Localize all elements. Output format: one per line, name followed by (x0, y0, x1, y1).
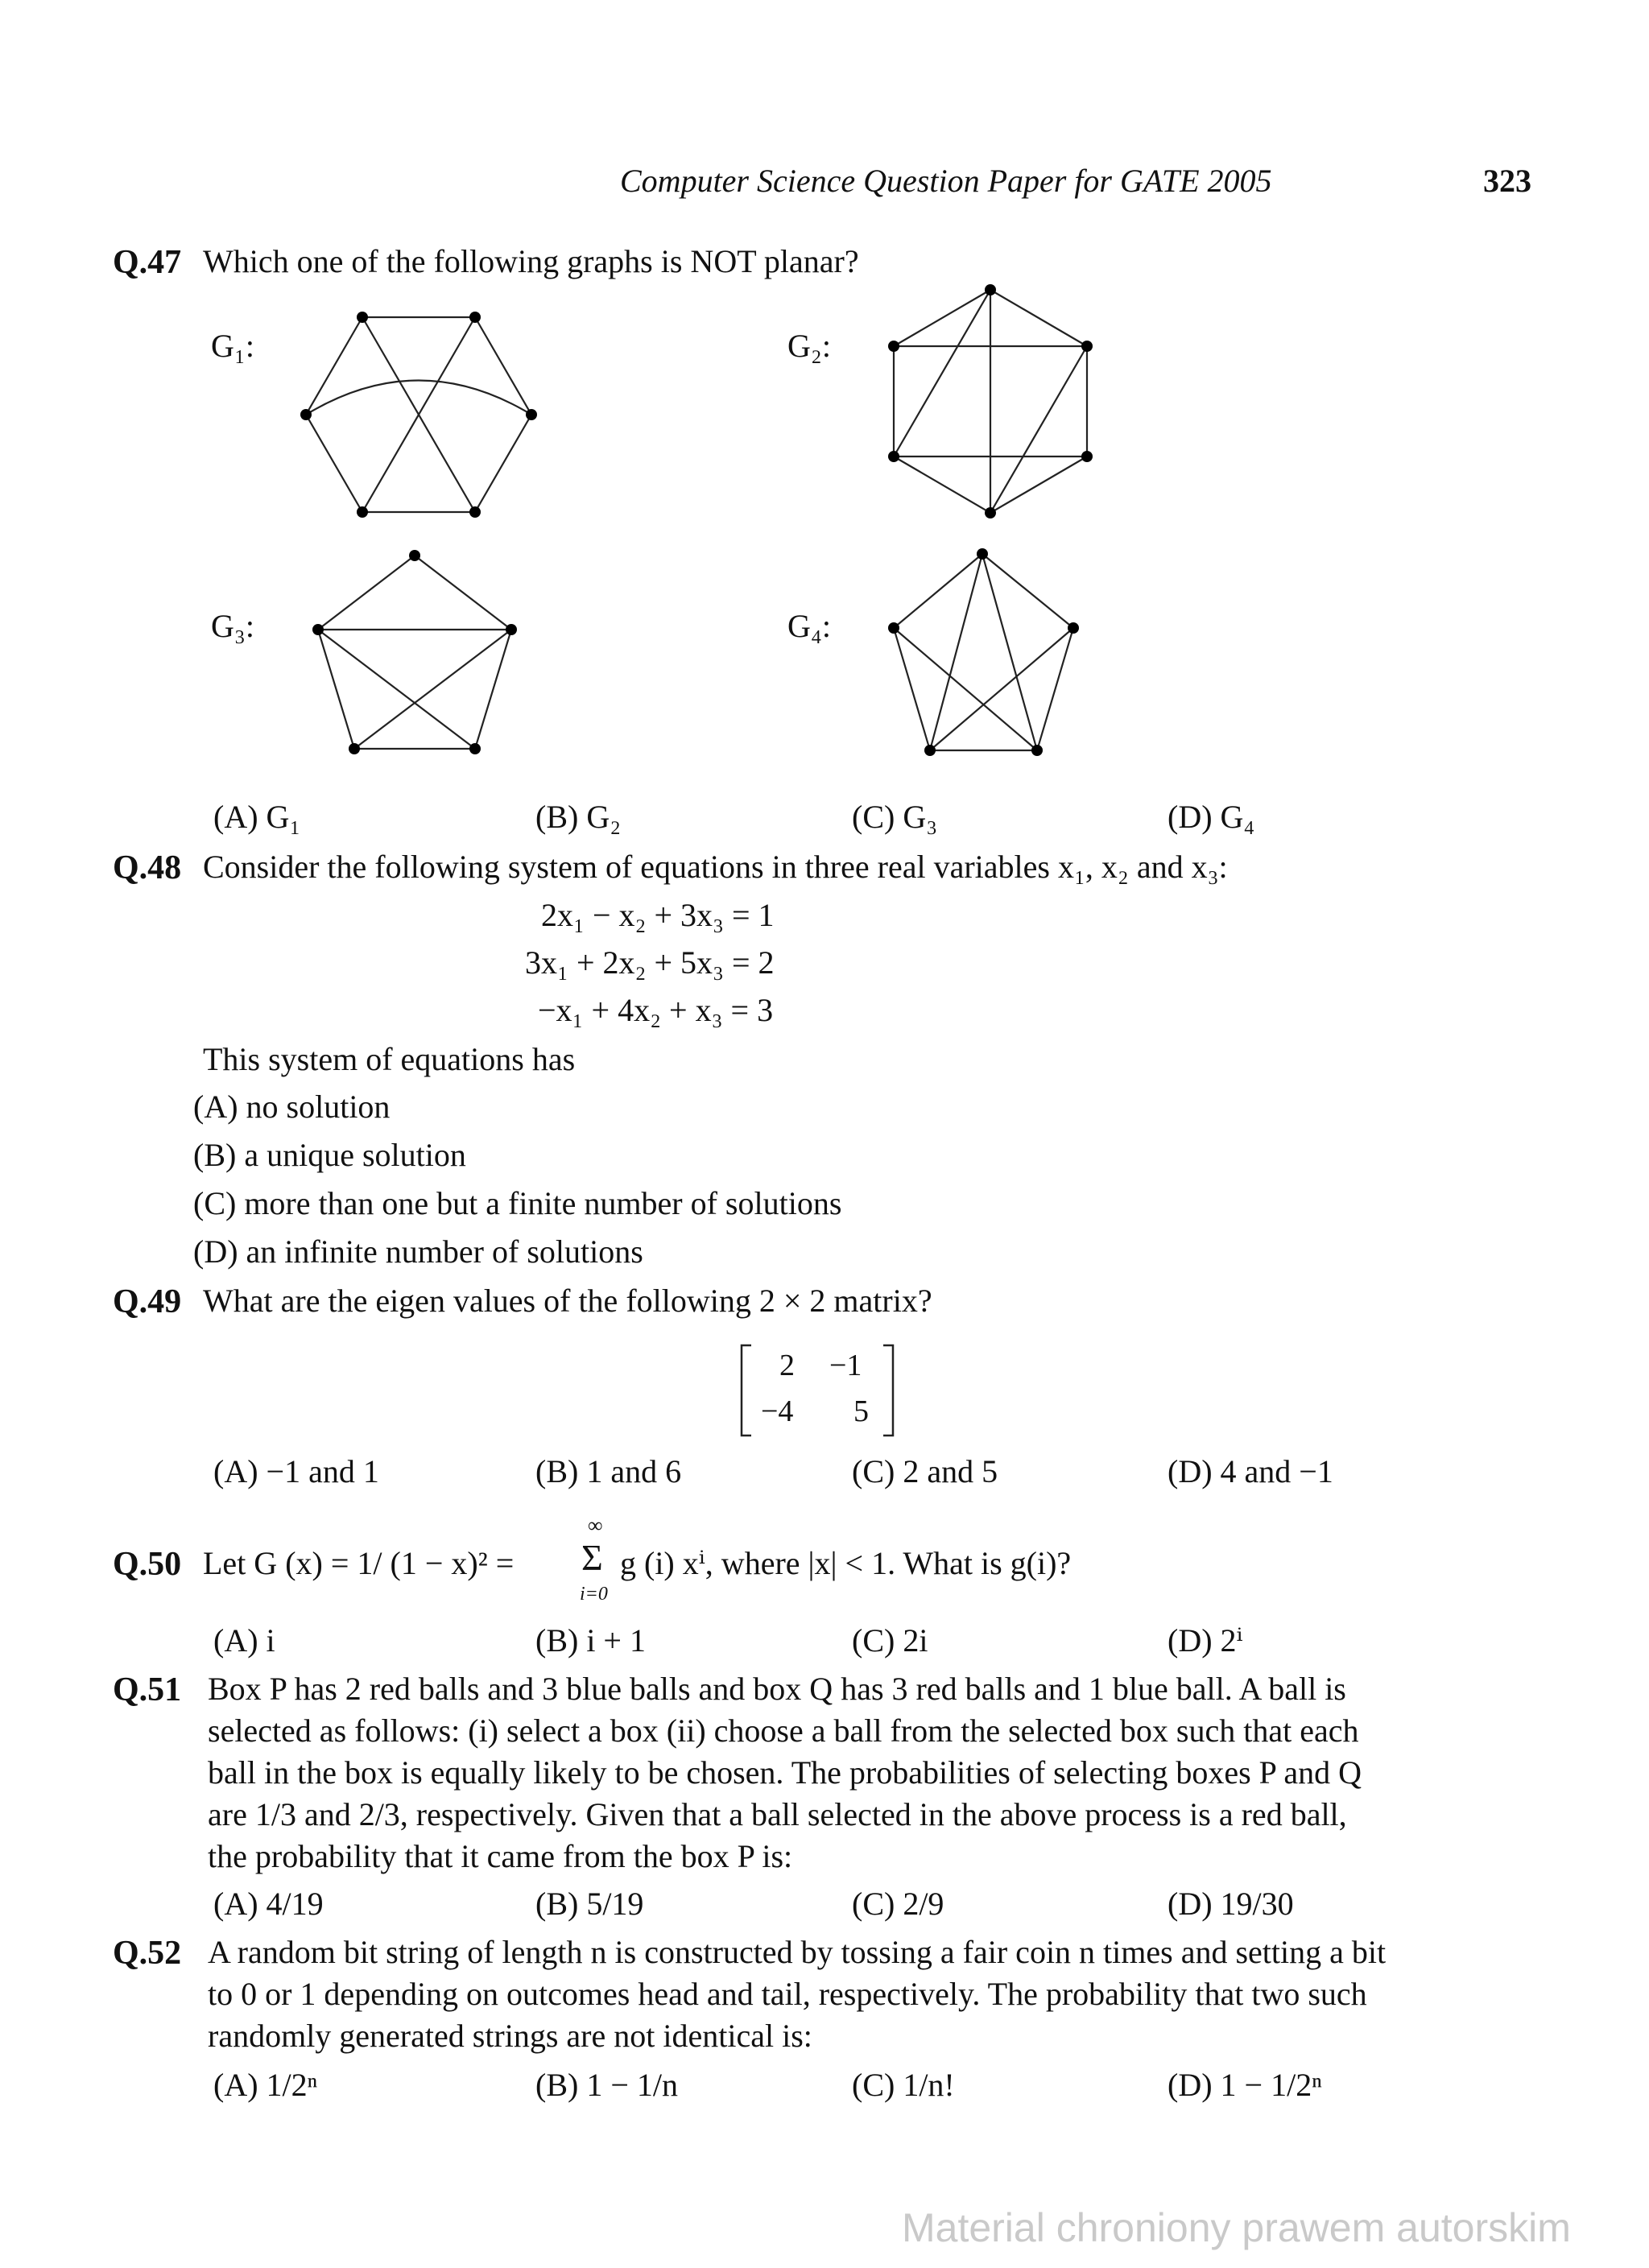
running-header-title: Computer Science Question Paper for GATE 2005 (620, 163, 1272, 199)
g1-vertex (526, 409, 537, 420)
graph-label-g4: G₄: (787, 608, 831, 644)
g4-edge (1037, 628, 1073, 750)
g2-edge (990, 346, 1087, 513)
g2-vertex (1081, 451, 1093, 462)
q51-option-b: (B) 5/19 (535, 1886, 644, 1922)
equation-2: 3x₁ + 2x₂ + 5x₃ = 2 (525, 944, 775, 981)
g4-edge (894, 554, 982, 628)
g2-vertex (1081, 341, 1093, 352)
q50-option-a: (A) i (213, 1622, 275, 1659)
question-number-51: Q.51 (113, 1671, 182, 1708)
q51-line-3: ball in the box is equally likely to be chosen. The probabilities of selecting boxes P and Q (208, 1754, 1362, 1791)
g2-vertex (888, 341, 899, 352)
q52-option-b: (B) 1 − 1/n (535, 2067, 678, 2103)
g3-edge (318, 630, 354, 749)
q47-option-b: (B) G₂ (535, 799, 622, 835)
g1-edge (306, 415, 362, 512)
g4-vertex (1031, 745, 1043, 756)
g2-edge (990, 290, 1087, 346)
matrix-cell-12: −1 (829, 1349, 862, 1382)
q50-option-b: (B) i + 1 (535, 1622, 646, 1659)
question-number-47: Q.47 (113, 244, 182, 281)
q49-option-d: (D) 4 and −1 (1168, 1453, 1333, 1489)
equation-1: 2x₁ − x₂ + 3x₃ = 1 (541, 897, 775, 933)
q50-option-c: (C) 2i (852, 1622, 928, 1659)
g3-edge (415, 556, 511, 630)
graph-label-g3: G₃: (211, 608, 254, 644)
g4-edge (982, 554, 1073, 628)
g1-edge-curve (306, 381, 531, 415)
q52-option-a: (A) 1/2ⁿ (213, 2067, 318, 2103)
g3-vertex (469, 743, 481, 754)
g1-vertex (357, 312, 368, 323)
q51-line-4: are 1/3 and 2/3, respectively. Given that a ball selected in the above process is a red ball, (208, 1796, 1347, 1832)
matrix-cell-21: −4 (761, 1394, 794, 1428)
graph-g1 (290, 298, 548, 531)
question-number-48: Q.48 (113, 849, 182, 886)
graph-label-g1: G₁: (211, 328, 254, 364)
q51-option-d: (D) 19/30 (1168, 1886, 1294, 1922)
page-number: 323 (1483, 163, 1531, 199)
g3-vertex (312, 624, 324, 635)
g1-vertex (469, 506, 481, 518)
g2-edge (894, 456, 990, 513)
left-bracket (742, 1345, 751, 1436)
g1-vertex (300, 409, 312, 420)
g2-edge (990, 456, 1087, 513)
g4-edge (894, 628, 1037, 750)
q49-option-c: (C) 2 and 5 (852, 1453, 998, 1489)
q51-line-1: Box P has 2 red balls and 3 blue balls and box Q has 3 red balls and 1 blue ball. A ball is (208, 1671, 1346, 1707)
summation-lower-limit: i=0 (580, 1584, 608, 1605)
q51-option-c: (C) 2/9 (852, 1886, 944, 1922)
question-number-49: Q.49 (113, 1283, 182, 1320)
q48-option-c: (C) more than one but a finite number of solutions (193, 1185, 842, 1221)
g2-vertex (985, 284, 996, 295)
question-text-48: Consider the following system of equations in three real variables x₁, x₂ and x₃: (203, 849, 1228, 885)
g3-edge (318, 556, 415, 630)
q49-option-a: (A) −1 and 1 (213, 1453, 379, 1489)
g3-edge (318, 630, 475, 749)
g3-vertex (409, 550, 420, 561)
question-text-47: Which one of the following graphs is NOT planar? (203, 243, 859, 279)
q47-option-a: (A) G₁ (213, 799, 301, 835)
right-bracket (883, 1345, 893, 1436)
g4-vertex (977, 548, 988, 560)
q51-option-a: (A) 4/19 (213, 1886, 324, 1922)
q48-lead: This system of equations has (203, 1041, 576, 1077)
graph-g3 (302, 539, 527, 765)
g3-vertex (506, 624, 517, 635)
graph-g4 (878, 539, 1103, 765)
g2-vertex (888, 451, 899, 462)
q52-line-1: A random bit string of length n is constructed by tossing a fair coin n times and setting a bit (208, 1934, 1387, 1970)
g1-vertex (357, 506, 368, 518)
matrix-cell-11: 2 (779, 1349, 795, 1382)
q51-line-2: selected as follows: (i) select a box (ii) choose a ball from the selected box such that each (208, 1712, 1359, 1749)
q50-text-prefix: Let G (x) = 1/ (1 − x)² = (203, 1545, 515, 1581)
q52-line-2: to 0 or 1 depending on outcomes head and tail, respectively. The probability that two such (208, 1976, 1367, 2012)
q52-option-c: (C) 1/n! (852, 2067, 955, 2103)
g4-vertex (888, 622, 899, 634)
g3-edge (354, 630, 511, 749)
q48-option-b: (B) a unique solution (193, 1137, 466, 1173)
g4-edge (930, 554, 982, 750)
summation-symbol: Σ (581, 1537, 603, 1578)
question-text-49: What are the eigen values of the following 2 × 2 matrix? (203, 1283, 932, 1319)
g3-edge (475, 630, 511, 749)
g2-edge (894, 290, 990, 456)
graph-label-g2: G₂: (787, 328, 831, 364)
summation-upper-limit: ∞ (588, 1514, 603, 1537)
q51-line-5: the probability that it came from the box P is: (208, 1838, 793, 1874)
q52-line-3: randomly generated strings are not identical is: (208, 2018, 812, 2054)
g4-edge (894, 628, 930, 750)
g1-vertex (469, 312, 481, 323)
q50-option-d: (D) 2ⁱ (1168, 1622, 1243, 1659)
q48-option-a: (A) no solution (193, 1089, 391, 1125)
question-number-50: Q.50 (113, 1546, 182, 1583)
q49-option-b: (B) 1 and 6 (535, 1453, 682, 1489)
g3-vertex (349, 743, 360, 754)
q52-option-d: (D) 1 − 1/2ⁿ (1168, 2067, 1322, 2103)
g4-edge (982, 554, 1037, 750)
equation-3: −x₁ + 4x₂ + x₃ = 3 (538, 992, 774, 1028)
question-number-52: Q.52 (113, 1935, 182, 1972)
matrix-cell-22: 5 (853, 1394, 869, 1428)
g4-vertex (1068, 622, 1079, 634)
g1-edge (475, 415, 531, 512)
g2-vertex (985, 507, 996, 518)
g4-edge (930, 628, 1073, 750)
graph-g2 (878, 278, 1103, 527)
g2-edge (894, 290, 990, 346)
copyright-watermark: Material chroniony prawem autorskim (902, 2205, 1571, 2250)
g4-vertex (924, 745, 936, 756)
q47-option-c: (C) G₃ (852, 799, 938, 835)
q50-text-suffix: g (i) xⁱ, where |x| < 1. What is g(i)? (620, 1545, 1072, 1581)
q47-option-d: (D) G₄ (1168, 799, 1255, 835)
q48-option-d: (D) an infinite number of solutions (193, 1233, 643, 1270)
